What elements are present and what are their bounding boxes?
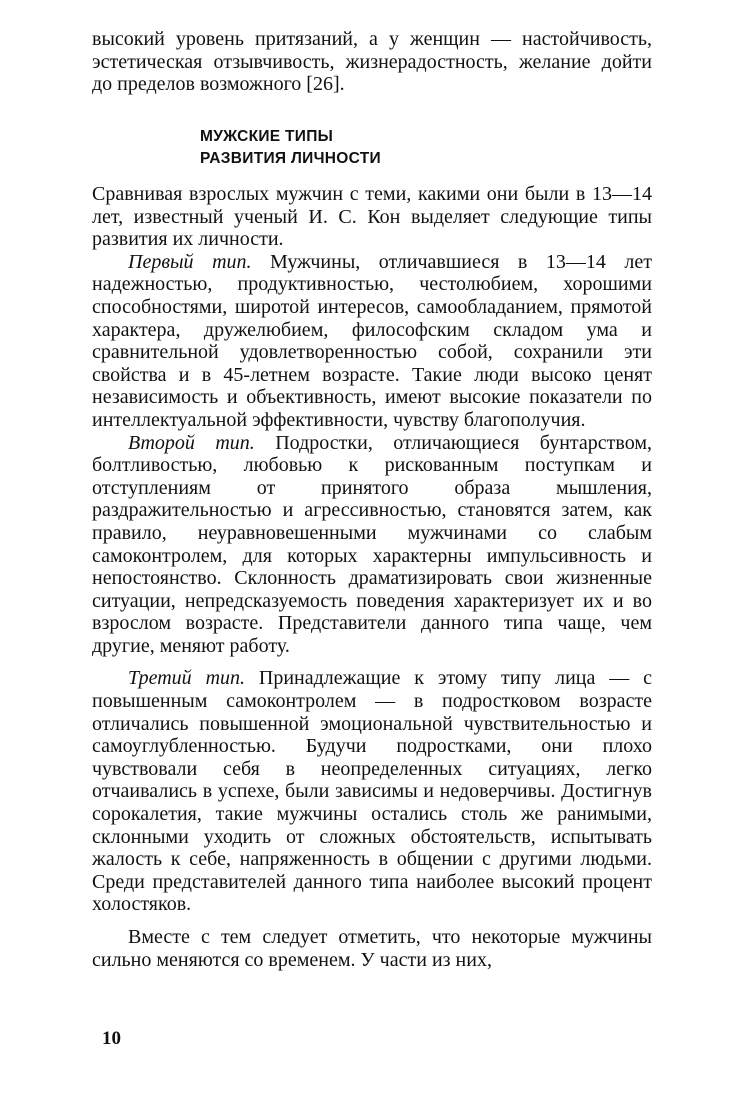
section-body <box>92 183 652 971</box>
type-1-paragraph <box>92 251 652 432</box>
type-1-label: Первый тип. <box>128 250 252 273</box>
page-number: 10 <box>102 1028 121 1049</box>
section-heading-line-2: РАЗВИТИЯ ЛИЧНОСТИ <box>200 150 381 167</box>
type-2-text: Подростки, отличающиеся бунтарством, болтливостью, любовью к рискованным поступкам и отступлениям от принятого образа мышления, раздражительностью и агрессивностью, становятся затем, как правило, неуравновешенными мужчинами со слабым самоконтролем, для которых характерны импульсивность и непостоянство. Склонность драматизировать свои жизненные ситуации, непредсказуемость поведения характеризует их и во взрослом возрасте. Представители данного типа чаще, чем другие, меняют работу. <box>92 431 652 657</box>
section-heading <box>200 126 381 170</box>
type-2-paragraph <box>92 432 652 658</box>
closing-paragraph: Вместе с тем следует отметить, что некоторые мужчины сильно меняются со временем. У части из них, <box>92 926 652 971</box>
intro-paragraph: высокий уровень притязаний, а у женщин — настойчивость, эстетическая отзывчивость, жизнерадостность, желание дойти до пределов возможного [26]. <box>92 28 652 96</box>
intro-block <box>92 28 652 96</box>
type-2-label: Второй тип. <box>128 431 255 454</box>
type-1-text: Мужчины, отличавшиеся в 13—14 лет надежностью, продуктивностью, честолюбием, хорошими способностями, широтой интересов, самообладанием, прямотой характера, дружелюбием, философским складом ума и сравнительной удовлетворенностью собой, сохранили эти свойства и в 45-летнем возрасте. Такие люди высоко ценят независимость и объективность, имеют высокие показатели по интеллектуальной эффективности, чувству благополучия. <box>92 250 652 431</box>
type-3-label: Третий тип. <box>128 667 246 690</box>
lead-paragraph: Сравнивая взрослых мужчин с теми, какими они были в 13—14 лет, известный ученый И. С. Кон выделяет следующие типы развития их личности. <box>92 183 652 251</box>
section-heading-line-1: МУЖСКИЕ ТИПЫ <box>200 128 334 145</box>
type-3-paragraph <box>92 667 652 916</box>
type-3-text: Принадлежащие к этому типу лица — с повышенным самоконтролем — в подростковом возрасте отличались повышенной эмоциональной чувствительностью и самоуглубленностью. Будучи подростками, они плохо чувствовали себя в неопределенных ситуациях, легко отчаивались в успехе, были зависимы и недоверчивы. Достигнув сорокалетия, такие мужчины остались столь же ранимыми, склонными уходить от сложных обстоятельств, испытывать жалость к себе, напряженность в общении с другими людьми. Среди представителей данного типа наиболее высокий процент холостяков. <box>92 667 652 916</box>
